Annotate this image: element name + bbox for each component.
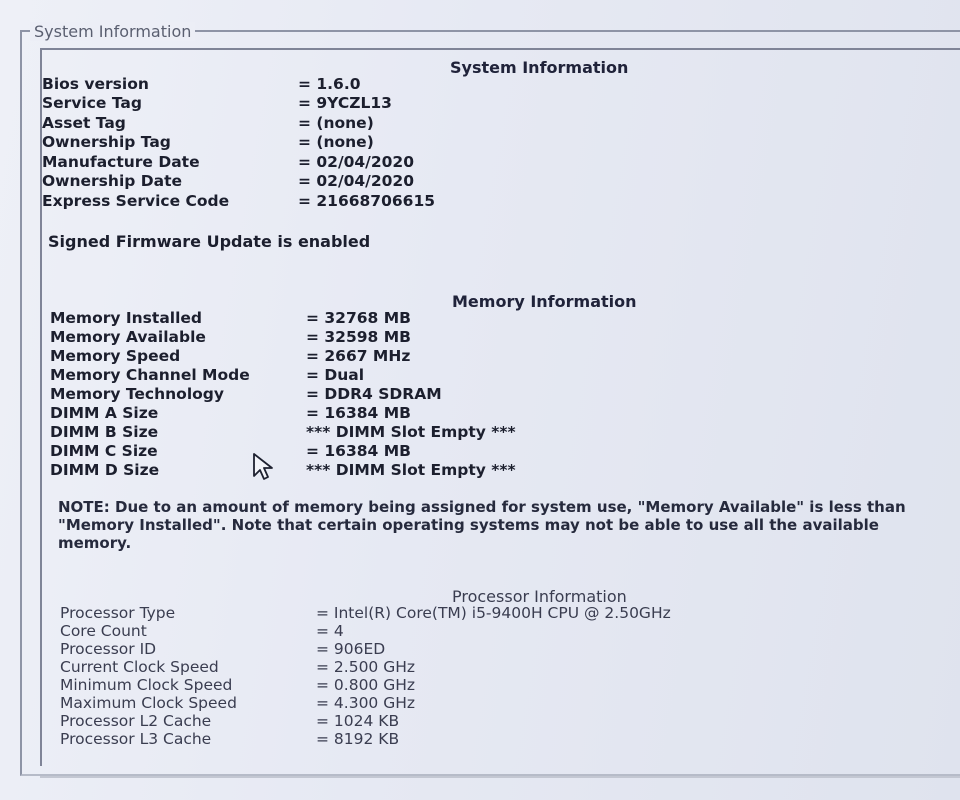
minimum-clock-speed-row	[60, 676, 671, 694]
row-value: = 906ED	[316, 640, 386, 658]
row-value: = DDR4 SDRAM	[306, 384, 442, 403]
row-value: = Dual	[306, 365, 365, 384]
row-label: Memory Technology	[50, 384, 224, 403]
row-value: = 16384 MB	[306, 441, 411, 460]
maximum-clock-speed-row	[60, 694, 671, 712]
current-clock-speed-row	[60, 658, 671, 676]
row-value: = 0.800 GHz	[316, 676, 416, 694]
row-value: = 32768 MB	[306, 308, 411, 327]
signed-firmware-status: Signed Firmware Update is enabled	[48, 232, 371, 251]
system-info-table	[42, 74, 435, 211]
row-value: = 4.300 GHz	[316, 694, 416, 712]
memory-info-table	[50, 308, 516, 479]
row-label: Current Clock Speed	[60, 658, 219, 676]
memory-technology-row	[50, 384, 516, 403]
row-value: = 32598 MB	[306, 327, 411, 346]
ownership-tag-row	[42, 133, 435, 153]
memory-available-row	[50, 327, 516, 346]
system-info-heading: System Information	[450, 58, 629, 77]
frame-title: System Information	[30, 22, 195, 41]
row-label: Processor L3 Cache	[60, 730, 212, 748]
row-label: Bios version	[42, 74, 149, 93]
row-value: = Intel(R) Core(TM) i5-9400H CPU @ 2.50GHz	[316, 604, 671, 622]
row-label: Maximum Clock Speed	[60, 694, 237, 712]
row-label: Memory Installed	[50, 308, 203, 327]
dimm-d-size-row	[50, 460, 516, 479]
memory-channel-mode-row	[50, 365, 516, 384]
processor-id-row	[60, 640, 671, 658]
row-value: = 8192 KB	[316, 730, 400, 748]
dimm-a-size-row	[50, 403, 516, 422]
row-label: Core Count	[60, 622, 147, 640]
row-label: Memory Available	[50, 327, 206, 346]
row-value: = 16384 MB	[306, 403, 411, 422]
memory-speed-row	[50, 346, 516, 365]
express-service-code-row	[42, 191, 435, 211]
memory-note: NOTE: Due to an amount of memory being assigned for system use, "Memory Available" is less than "Memory Installed". Note that certain operating systems may not be able to use all the available memory.	[58, 498, 906, 552]
row-value: = 21668706615	[298, 191, 436, 210]
asset-tag-row	[42, 113, 435, 133]
row-value: = 02/04/2020	[298, 172, 414, 191]
row-label: Service Tag	[42, 94, 142, 113]
processor-l3-cache-row	[60, 730, 671, 748]
row-label: Ownership Tag	[42, 133, 171, 152]
memory-info-heading: Memory Information	[452, 292, 637, 311]
dimm-b-size-row	[50, 422, 516, 441]
divider	[40, 776, 960, 778]
row-value: = 02/04/2020	[298, 152, 414, 171]
processor-info-heading: Processor Information	[452, 587, 627, 606]
row-value: = (none)	[298, 113, 374, 132]
row-value: *** DIMM Slot Empty ***	[306, 460, 516, 479]
memory-installed-row	[50, 308, 516, 327]
row-label: Processor Type	[60, 604, 176, 622]
row-label: Processor ID	[60, 640, 157, 658]
processor-info-table	[60, 604, 671, 748]
core-count-row	[60, 622, 671, 640]
dimm-c-size-row	[50, 441, 516, 460]
row-label: DIMM B Size	[50, 422, 159, 441]
row-label: Asset Tag	[42, 113, 126, 132]
bios-version-row	[42, 74, 435, 94]
row-label: DIMM D Size	[50, 460, 160, 479]
row-value: = (none)	[298, 133, 374, 152]
processor-type-row	[60, 604, 671, 622]
row-value: *** DIMM Slot Empty ***	[306, 422, 516, 441]
row-label: Memory Channel Mode	[50, 365, 250, 384]
row-label: Express Service Code	[42, 191, 230, 210]
row-value: = 1024 KB	[316, 712, 400, 730]
row-label: Ownership Date	[42, 172, 182, 191]
row-value: = 4	[316, 622, 344, 640]
row-label: Memory Speed	[50, 346, 181, 365]
row-label: Processor L2 Cache	[60, 712, 212, 730]
row-value: = 2.500 GHz	[316, 658, 416, 676]
row-label: Manufacture Date	[42, 152, 200, 171]
mouse-pointer-icon	[252, 452, 276, 486]
row-value: = 2667 MHz	[306, 346, 411, 365]
row-value: = 9YCZL13	[298, 94, 392, 113]
ownership-date-row	[42, 172, 435, 192]
manufacture-date-row	[42, 152, 435, 172]
row-label: Minimum Clock Speed	[60, 676, 233, 694]
row-value: = 1.6.0	[298, 74, 361, 93]
processor-l2-cache-row	[60, 712, 671, 730]
service-tag-row	[42, 94, 435, 114]
row-label: DIMM C Size	[50, 441, 158, 460]
row-label: DIMM A Size	[50, 403, 159, 422]
